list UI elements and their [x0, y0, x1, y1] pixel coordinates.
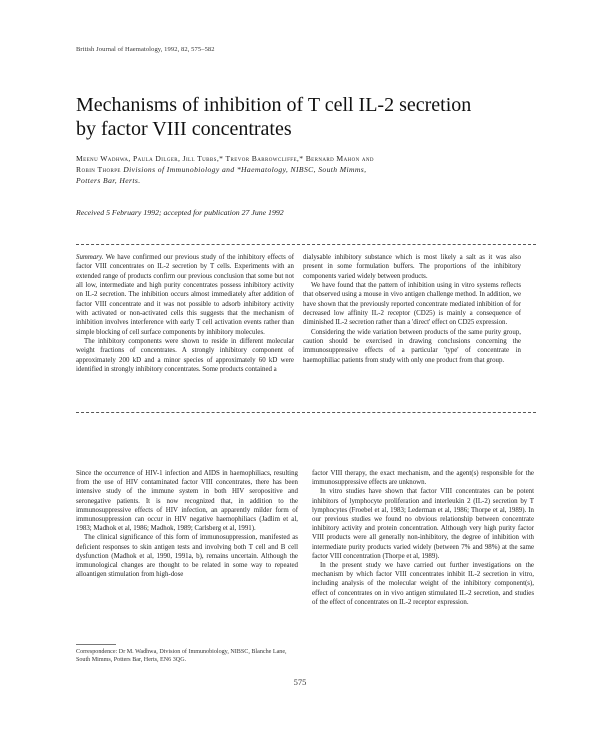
body-paragraph: In vitro studies have shown that factor VIII concentrates can be potent inhibitors of lymphocyte proliferation and interleukin 2 (IL-2) secretion by T lymphocytes (Froebel et al, 1983; Lederman et al, 1986; Thorpe et al, 1989). In our previous studies we found no obvious relationship between concentrate inhibitory activity and protein concentration. Although very high purity factor VIII products were all generally non-inhibitory, the degree of inhibition with intermediate purity products varied widely (between 7% and 98%) at the same factor VIII concentration (Thorpe et al, 1989).: [312, 488, 534, 560]
summary-lead: Summary.: [76, 254, 104, 261]
summary-column-right: [303, 253, 521, 365]
body-paragraph: factor VIII therapy, the exact mechanism, and the agent(s) responsible for the immunosuppressive effects are unknown.: [312, 470, 534, 487]
summary-top-divider: [76, 244, 536, 245]
author-block: [76, 153, 536, 187]
summary-column-left: [76, 253, 294, 374]
received-dates: Received 5 February 1992; accepted for publication 27 June 1992: [76, 208, 284, 217]
footnote-rule: [76, 644, 116, 645]
authors-line-2-names: Robin Thorpe: [76, 165, 121, 175]
affiliation-line-2: Potters Bar, Herts.: [76, 176, 141, 186]
title-line-1: Mechanisms of inhibition of T cell IL-2 secretion: [76, 94, 472, 116]
body-paragraph: In the present study we have carried out further investigations on the mechanism by which factor VIII concentrates inhibit IL-2 secretion in vitro, including analysis of the molecular weight of the inhibitory component(s), effect of concentrates on in vivo antigen stimulated IL-2 secretion, and studies of the effect of concentrates on IL-2 receptor expression.: [312, 562, 534, 606]
correspondence-footnote: Correspondence: Dr M. Wadhwa, Division of Immunobiology, NIBSC, Blanche Lane, South Mimms, Potters Bar, Herts, EN6 3QG.: [76, 649, 287, 664]
affiliation-line-1: Divisions of Immunobiology and *Haematology, NIBSC, South Mimms,: [120, 165, 367, 175]
authors-line-2: [76, 164, 536, 175]
summary-paragraph: dialysable inhibitory substance which is most likely a salt as it was also present in some formulation buffers. The proportions of the inhibitory components varied widely between products.: [303, 254, 521, 280]
body-paragraph: Since the occurrence of HIV-1 infection and AIDS in haemophiliacs, resulting from the use of HIV contaminated factor VIII concentrates, there has been intensive study of the immune system in both HIV seropositive and seronegative patients. It is now recognized that, in addition to the immunosuppressive effects of HIV infection, an apparently milder form of immunosuppression can occur in HIV negative haemophiliacs (Jadlim et al, 1983; Madhok et al, 1986; Madhok, 1989; Carlsberg et al, 1991).: [76, 470, 298, 533]
summary-paragraph: Considering the wide variation between products of the same purity group, caution should be exercised in drawing conclusions concerning the immunosuppressive effects of a particular 'type' of concentrate in haemophiliac patients from study with only one product from that group.: [303, 328, 521, 364]
summary-bottom-divider: [76, 412, 536, 413]
body-column-left: [76, 469, 298, 579]
body-paragraph: The clinical significance of this form of immunosuppression, manifested as deficient responses to skin antigen tests and involving both T cell and B cell dysfunction (Madhok et al, 1990, 1991a, b), remains uncertain. Although the immunological changes are thought to be related in some way to repeated alloantigen stimulation from high-dose: [76, 534, 298, 579]
summary-text: We have confirmed our previous study of the inhibitory effects of factor VIII concentrates on IL-2 secretion by T cells. Experiments with an extended range of products confirm our previous conclusion that some but not all low, intermediate and high purity concentrates possess inhibitory activity on IL-2 secretion. The inhibition occurs almost immediately after addition of factor VIII concentrate and it was not possible to adsorb inhibitory activity with activated or non-activated cells this suggests that the mechanism of inhibition involves interference with early T cell activation events rather than simple blocking of cell surface components by inhibitory molecules.: [76, 254, 294, 336]
authors-line-1: Meenu Wadhwa, Paula Dilger, Jill Tubbs,* Trevor Barrowcliffe,* Bernard Mahon and: [76, 154, 374, 163]
journal-reference: British Journal of Haematology, 1992, 82, 575–582: [76, 46, 215, 53]
summary-paragraph: [76, 253, 294, 337]
summary-paragraph: We have found that the pattern of inhibition using in vitro systems reflects that observed using a mouse in vivo antigen challenge method. In addition, we have shown that the previously reported concentrate mediated inhibition of for decreased low affinity IL-2 receptor (CD25) is mainly a consequence of diminished IL-2 secretion rather than a 'direct' effect on CD25 expression.: [303, 282, 521, 327]
body-column-right: [312, 469, 534, 607]
summary-paragraph: The inhibitory components were shown to reside in different molecular weight fractions of concentrates. A strongly inhibitory component of approximately 200 kD and a minor species of approximately 60 kD were identified in strongly inhibitory concentrates. Some products contained a: [76, 338, 294, 374]
article-title: [76, 93, 536, 141]
title-line-2: by factor VIII concentrates: [76, 118, 292, 140]
page-number: 575: [293, 677, 307, 687]
